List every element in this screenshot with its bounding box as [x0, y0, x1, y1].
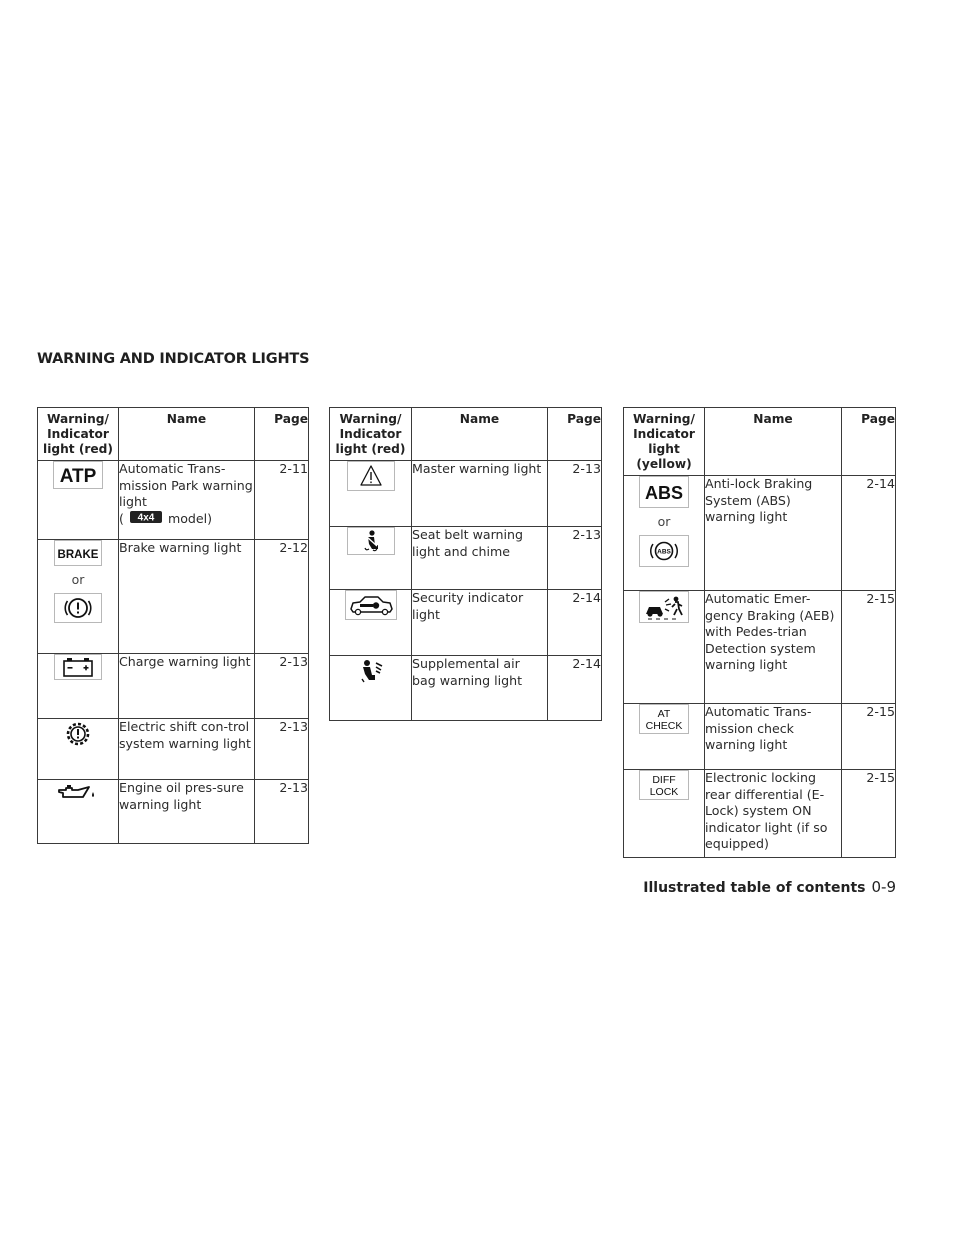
footer-title: Illustrated table of contents: [643, 880, 866, 896]
diff-lock-icon: [639, 770, 689, 800]
light-name-suffix-close: model): [167, 510, 213, 526]
footer-page-number: 0-9: [871, 878, 896, 896]
airbag-icon: [347, 656, 395, 686]
light-name: Master warning light: [412, 461, 548, 527]
svg-text:DIFF: DIFF: [652, 774, 676, 786]
svg-text:LOCK: LOCK: [649, 786, 679, 798]
abs-circle-icon: [639, 535, 689, 567]
four-by-four-badge-icon: [130, 511, 162, 528]
light-name: Security indicator light: [412, 590, 548, 656]
or-label: or: [657, 514, 671, 529]
table-row: [624, 476, 896, 591]
brake-circle-icon: [54, 593, 102, 623]
or-label: or: [71, 572, 85, 587]
warning-lights-table-red-1: [37, 407, 309, 844]
page-ref: 2-15: [842, 770, 896, 858]
page-ref: 2-15: [842, 704, 896, 770]
light-name: Supplemental air bag warning light: [412, 656, 548, 721]
svg-text:CHECK: CHECK: [645, 720, 683, 732]
battery-icon: [54, 654, 102, 680]
page-ref: 2-15: [842, 591, 896, 704]
header-warning-light: Warning/ Indicator light (red): [38, 408, 119, 461]
table-row: [38, 540, 309, 654]
table-row: [624, 704, 896, 770]
light-name: Electronic locking rear differential (E-Lock) system ON indicator light (if so equipped): [705, 770, 842, 858]
header-name: Name: [705, 408, 842, 476]
table-row: [38, 719, 309, 780]
light-name: Automatic Trans-mission Park warning light: [119, 461, 253, 509]
header-name: Name: [412, 408, 548, 461]
light-name: Charge warning light: [119, 654, 255, 719]
atp-icon: [53, 461, 103, 489]
page-ref: 2-13: [255, 719, 309, 780]
table-row: [38, 654, 309, 719]
page-ref: 2-14: [548, 656, 602, 721]
light-name: Anti-lock Braking System (ABS) warning light: [705, 476, 842, 591]
page-ref: 2-13: [548, 527, 602, 590]
oil-can-icon: [52, 780, 104, 806]
svg-text:BRAKE: BRAKE: [57, 549, 99, 561]
warning-lights-table-yellow: [623, 407, 896, 858]
seat-belt-icon: [347, 527, 395, 555]
table-row: [330, 527, 602, 590]
light-name: Automatic Trans-mission check warning light: [705, 704, 842, 770]
table-row: [330, 590, 602, 656]
header-name: Name: [119, 408, 255, 461]
header-page: Page: [842, 408, 896, 476]
security-car-key-icon: [345, 590, 397, 620]
header-page: Page: [548, 408, 602, 461]
svg-text:AT: AT: [657, 708, 671, 720]
page-ref: 2-13: [255, 654, 309, 719]
master-warning-icon: [347, 461, 395, 491]
section-title: WARNING AND INDICATOR LIGHTS: [37, 351, 310, 367]
light-name: Automatic Emer-gency Braking (AEB) with Pedes-trian Detection system warning light: [705, 591, 842, 704]
gear-icon: [54, 719, 102, 749]
table-row: [330, 656, 602, 721]
page-ref: 2-11: [255, 461, 309, 540]
svg-text:ATP: ATP: [59, 466, 97, 487]
header-warning-light: Warning/ Indicator light (red): [330, 408, 412, 461]
page-ref: 2-14: [842, 476, 896, 591]
header-page: Page: [255, 408, 309, 461]
table-row: [624, 770, 896, 858]
table-row: [624, 591, 896, 704]
svg-text:4x4: 4x4: [137, 512, 155, 523]
page-ref: 2-13: [255, 780, 309, 844]
light-name: Brake warning light: [119, 540, 255, 654]
header-warning-light: Warning/ Indicator light (yellow): [624, 408, 705, 476]
warning-lights-table-red-2: [329, 407, 602, 721]
table-row: [38, 780, 309, 844]
svg-text:ABS: ABS: [644, 483, 684, 503]
abs-text-icon: [639, 476, 689, 508]
aeb-pedestrian-icon: [639, 591, 689, 623]
table-row: [38, 461, 309, 540]
light-name: Electric shift con-trol system warning light: [119, 719, 255, 780]
page-ref: 2-12: [255, 540, 309, 654]
table-row: [330, 461, 602, 527]
page-ref: 2-13: [548, 461, 602, 527]
page-ref: 2-14: [548, 590, 602, 656]
light-name: Engine oil pres-sure warning light: [119, 780, 255, 844]
brake-icon: [54, 540, 102, 566]
light-name: Seat belt warning light and chime: [412, 527, 548, 590]
light-name-suffix-open: (: [119, 510, 124, 526]
page-footer: [643, 878, 896, 896]
at-check-icon: [639, 704, 689, 734]
svg-text:ABS: ABS: [657, 548, 671, 555]
